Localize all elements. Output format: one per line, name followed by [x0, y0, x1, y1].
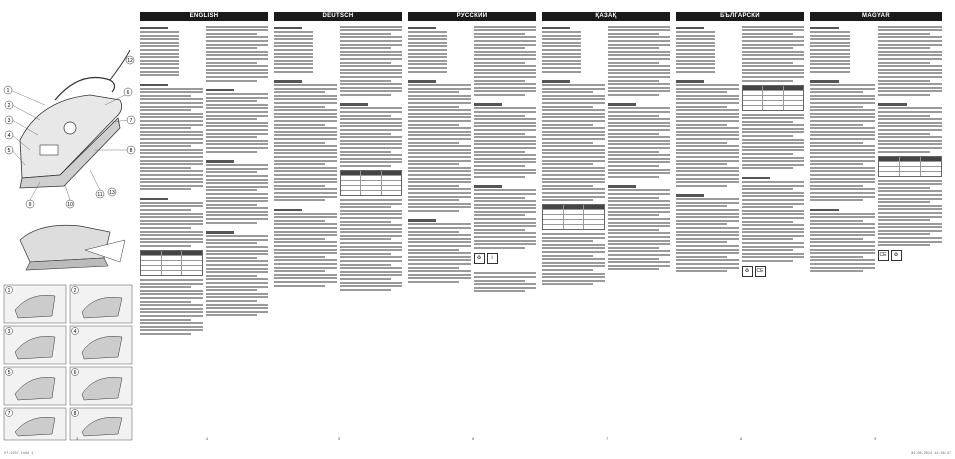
text-body — [274, 21, 402, 292]
figure-column — [0, 0, 138, 459]
page-number: 3 — [76, 436, 79, 441]
callout-label: 8 — [129, 148, 133, 154]
settings-table — [340, 170, 403, 196]
section-deutsch — [274, 12, 402, 442]
text-body — [140, 21, 268, 337]
info-icon: i — [487, 253, 498, 264]
print-footer-left: VT-1207.indd 1 — [4, 452, 34, 456]
text-column-left — [274, 24, 337, 292]
text-column-left — [676, 24, 739, 284]
text-column-right — [878, 24, 943, 274]
text-column-right — [742, 24, 805, 284]
callout-label: 3 — [7, 118, 11, 124]
iron-side-view — [20, 225, 125, 270]
text-body — [408, 21, 536, 294]
text-body — [676, 21, 804, 284]
settings-table — [542, 204, 605, 230]
ce-mark-icon: CE — [755, 266, 766, 277]
section-russian — [408, 12, 536, 442]
section-title: ҚАЗАҚ — [542, 12, 670, 21]
page-number: 9 — [874, 436, 877, 441]
step-number: 3 — [7, 329, 11, 335]
callout-label: 6 — [126, 90, 130, 96]
section-kazakh — [542, 12, 670, 442]
iron-main-illustration — [7, 50, 130, 200]
recycle-icon: ♻ — [742, 266, 753, 277]
section-title: РУССКИЙ — [408, 12, 536, 21]
ce-mark-icon: CE — [878, 250, 889, 261]
text-column-left — [542, 24, 605, 287]
text-column-left — [140, 24, 203, 337]
text-column-right — [340, 24, 403, 292]
section-title: ENGLISH — [140, 12, 268, 21]
text-column-right — [608, 24, 671, 287]
settings-table — [878, 156, 943, 177]
section-bulgarian — [676, 12, 804, 442]
callout-label: 4 — [7, 133, 11, 139]
callout-label: 10 — [67, 202, 73, 208]
text-column-right — [206, 24, 269, 337]
callout-label: 5 — [7, 148, 11, 154]
section-title: DEUTSCH — [274, 12, 402, 21]
section-title: MAGYAR — [810, 12, 942, 21]
text-column-left — [810, 24, 875, 274]
step-number: 8 — [73, 411, 77, 417]
page-number: 6 — [472, 436, 475, 441]
page-number: 5 — [338, 436, 341, 441]
text-body — [542, 21, 670, 287]
text-column-left — [408, 24, 471, 294]
page-number: 8 — [740, 436, 743, 441]
certification-icons — [878, 250, 943, 268]
callout-label: 11 — [97, 192, 103, 198]
section-title: БЪЛГАРСКИ — [676, 12, 804, 21]
certification-icons — [742, 266, 805, 284]
callout-label: 9 — [28, 202, 32, 208]
step-number: 5 — [7, 370, 11, 376]
step-panels — [4, 285, 132, 440]
section-english — [140, 12, 268, 442]
callout-label: 1 — [6, 88, 10, 94]
section-magyar — [810, 12, 942, 442]
text-body — [810, 21, 942, 274]
page-number: 7 — [606, 436, 609, 441]
callout-label: 13 — [109, 190, 115, 196]
callout-label: 12 — [127, 58, 133, 64]
step-number: 7 — [7, 411, 11, 417]
page-number: 4 — [206, 436, 209, 441]
step-number: 4 — [73, 329, 77, 335]
step-number: 6 — [73, 370, 77, 376]
print-footer-right: 04.08.2014 14:38:47 — [911, 452, 951, 456]
callout-label: 2 — [7, 103, 11, 109]
callout-label: 7 — [129, 118, 133, 124]
recycle-icon: ♻ — [891, 250, 902, 261]
settings-table — [140, 250, 203, 276]
settings-table — [742, 85, 805, 111]
certification-icons — [474, 253, 537, 271]
text-column-right — [474, 24, 537, 294]
step-number: 1 — [7, 288, 11, 294]
step-number: 2 — [73, 288, 77, 294]
recycle-icon: ♻ — [474, 253, 485, 264]
